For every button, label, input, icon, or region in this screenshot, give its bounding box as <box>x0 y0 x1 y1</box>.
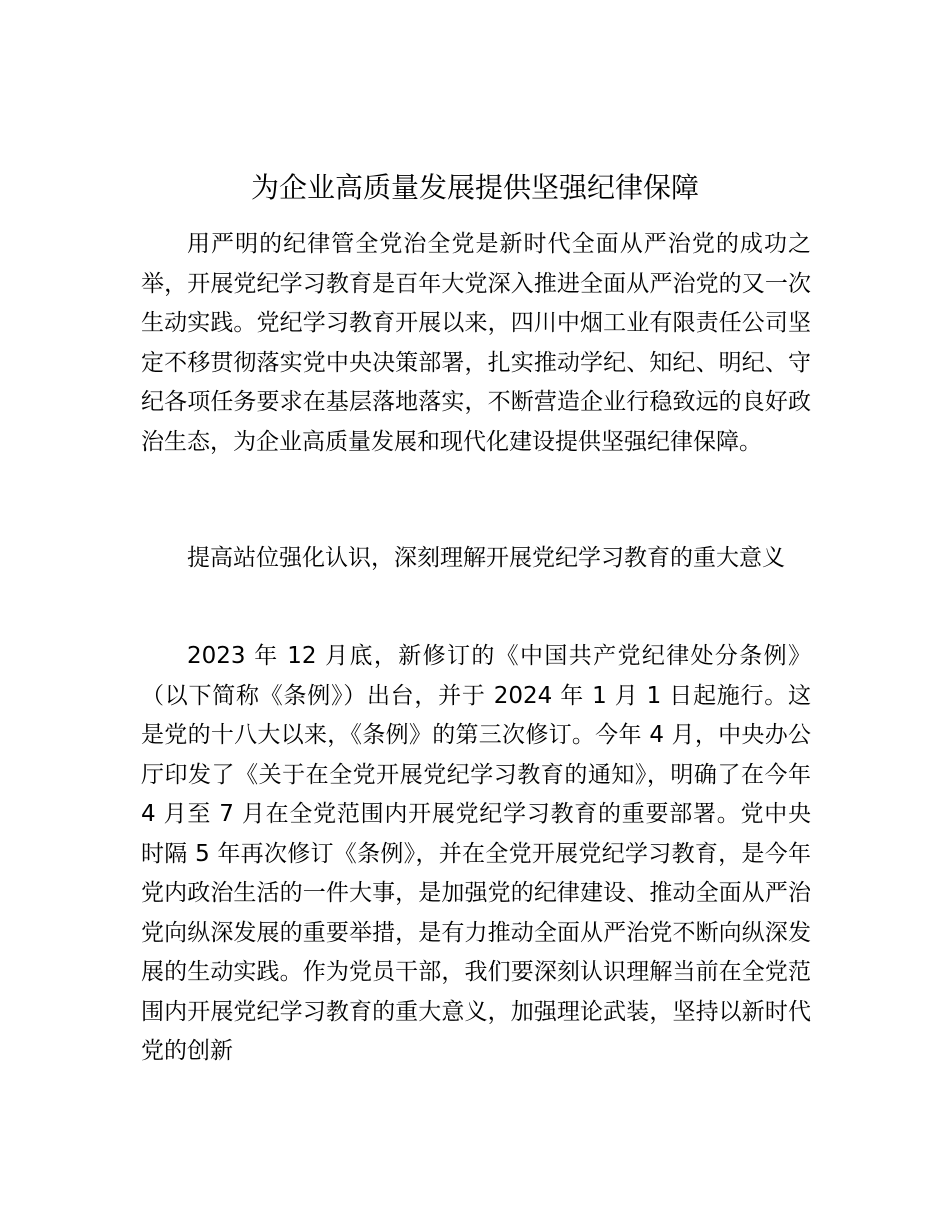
document-title: 为企业高质量发展提供坚强纪律保障 <box>250 171 699 204</box>
body-paragraph-intro: 用严明的纪律管全党治全党是新时代全面从严治党的成功之举，开展党纪学习教育是百年大党深入推进全面从严治党的又一次生动实践。党纪学习教育开展以来，四川中烟工业有限责任公司坚定不移贯彻落实党中央决策部署，扎实推动学纪、知纪、明纪、守纪各项任务要求在基层落地落实，不断营造企业行稳致远的良好政治生态，为企业高质量发展和现代化建设提供坚强纪律保障。 <box>141 231 811 455</box>
section-heading: 提高站位强化认识，深刻理解开展党纪学习教育的重大意义 <box>187 545 785 571</box>
body-paragraph-regulation: 2023 年 12 月底，新修订的《中国共产党纪律处分条例》（以下简称《条例》）出台，并于 2024 年 1 月 1 日起施行。这是党的十八大以来，《条例》的第三次修订。今年 4 月，中央办公厅印发了《关于在全党开展党纪学习教育的通知》，明确了在今年 4 月至 7 月在全党范围内开展党纪学习教育的重要部署。党中央时隔 5 年再次修订《条例》，并在全党开展党纪学习教育，是今年党内政治生活的一件大事，是加强党的纪律建设、推动全面从严治党向纵深发展的重要举措，是有力推动全面从严治党不断向纵深发展的生动实践。作为党员干部，我们要深刻认识理解当前在全党范围内开展党纪学习教育的重大意义，加强理论武装，坚持以新时代党的创新 <box>141 643 811 1064</box>
